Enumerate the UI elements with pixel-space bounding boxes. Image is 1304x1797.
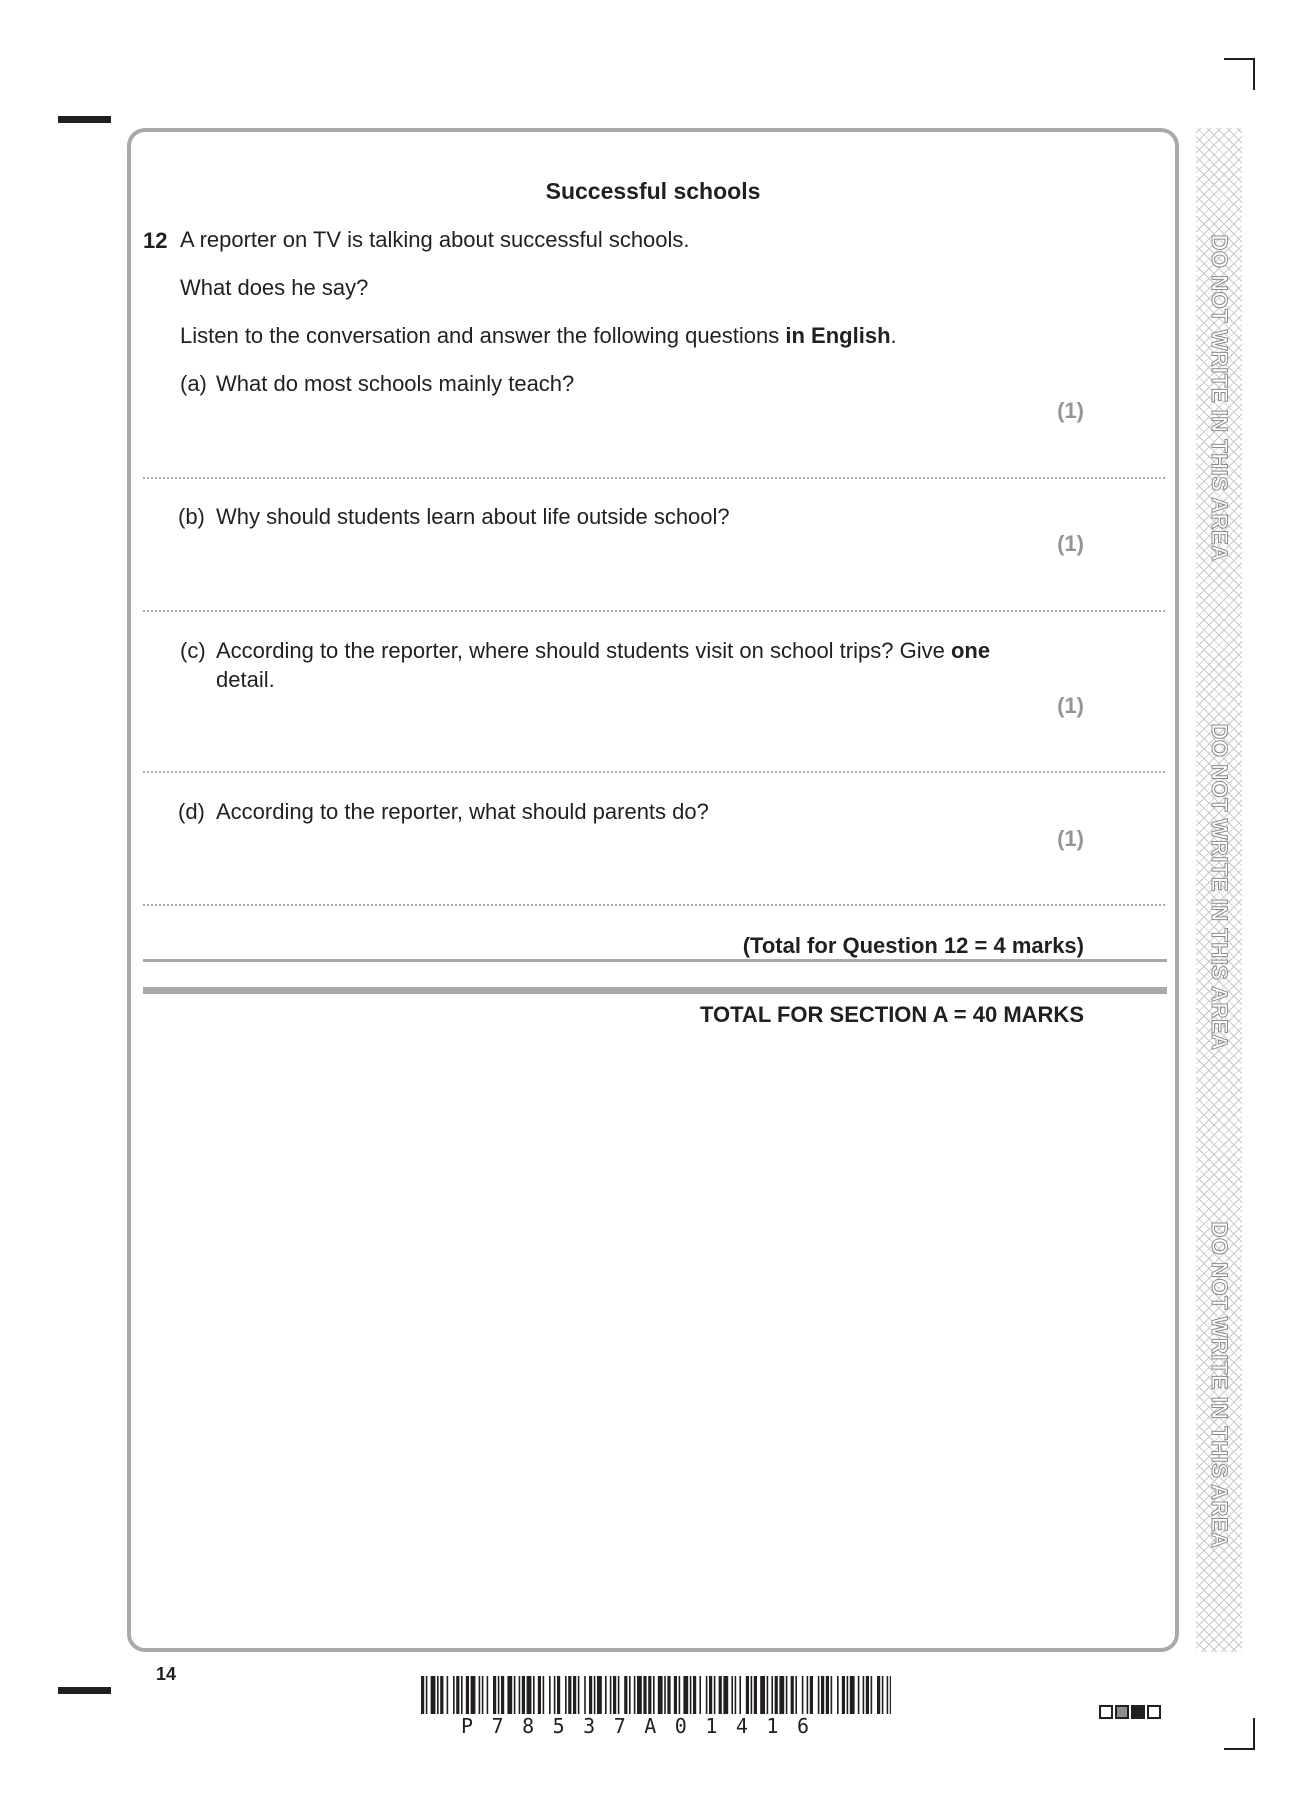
barcode-bar [605,1676,607,1714]
part-question: According to the reporter, where should students visit on school trips? Give one detail. [216,638,991,692]
question-total: (Total for Question 12 = 4 marks) [742,933,1084,958]
indicator-square [1099,1705,1113,1719]
barcode-bar [771,1676,773,1714]
divider [143,959,1167,962]
margin-warning: DO NOT WRITE IN THIS AREA [1207,234,1232,562]
question-instruction: Listen to the conversation and answer the following questions in English. [180,323,897,348]
barcode-bar [667,1676,670,1714]
barcode-bar [775,1676,778,1714]
barcode-bar [453,1676,455,1714]
barcode-bar [549,1676,551,1714]
barcode-bar [466,1676,469,1714]
barcode-bar [786,1676,788,1714]
part-marks: (1) [1057,398,1084,423]
barcode-bar [693,1676,696,1714]
barcode-bar [723,1676,728,1714]
section-title: Successful schools [545,178,761,204]
barcode-bar [618,1676,620,1714]
barcode-bar [821,1676,824,1714]
barcode-bar [887,1676,889,1714]
barcode-bar [767,1676,769,1714]
answer-line[interactable] [143,477,1165,479]
page-number: 14 [156,1664,177,1684]
barcode-bar [826,1676,829,1714]
registration-mark [58,1687,111,1694]
answer-line[interactable] [143,771,1165,773]
indicator-square [1115,1705,1129,1719]
barcode-bar [554,1676,556,1714]
barcode-bar [461,1676,463,1714]
question-prompt: What does he say? [180,275,369,300]
barcode-bar [810,1676,813,1714]
barcode-bar [739,1676,741,1714]
part-question: Why should students learn about life outside school? [216,504,730,529]
barcode [421,1676,891,1714]
barcode-bar [714,1676,716,1714]
barcode-bar [543,1676,545,1714]
barcode-bar [779,1676,784,1714]
barcode-bar [807,1676,809,1714]
margin-warning: DO NOT WRITE IN THIS AREA [1207,723,1232,1051]
barcode-bar [709,1676,712,1714]
page-indicator [1099,1705,1161,1719]
barcode-bar [471,1676,476,1714]
barcode-bar [890,1676,891,1714]
barcode-bar [538,1676,541,1714]
section-total: TOTAL FOR SECTION A = 40 MARKS [699,1002,1084,1027]
barcode-bar [493,1676,496,1714]
barcode-bar [421,1676,424,1714]
barcode-bar [658,1676,663,1714]
barcode-bar [690,1676,692,1714]
barcode-bar [683,1676,688,1714]
crop-mark [1224,1748,1255,1750]
indicator-square [1131,1705,1145,1719]
part-label: (c) [180,638,206,663]
answer-line[interactable] [143,904,1165,906]
barcode-bar [426,1676,428,1714]
part-label: (d) [178,799,205,824]
barcode-bar [482,1676,484,1714]
barcode-bar [871,1676,873,1714]
page-frame [127,128,1179,1652]
barcode-bar [507,1676,512,1714]
indicator-square [1147,1705,1161,1719]
barcode-bar [751,1676,753,1714]
barcode-bar [447,1676,449,1714]
barcode-bar [479,1676,481,1714]
barcode-bar [456,1676,459,1714]
crop-mark [1253,58,1255,90]
barcode-bar [533,1676,535,1714]
barcode-bar [648,1676,651,1714]
barcode-bar [699,1676,701,1714]
answer-line[interactable] [143,610,1165,612]
question-intro: A reporter on TV is talking about successful schools. [180,227,690,252]
barcode-bar [735,1676,737,1714]
barcode-bar [882,1676,884,1714]
barcode-bar [589,1676,592,1714]
barcode-bar [584,1676,586,1714]
barcode-bar [634,1676,636,1714]
barcode-bar [629,1676,631,1714]
part-label: (b) [178,504,205,529]
barcode-bar [760,1676,765,1714]
barcode-digits: P78537A01416 [461,1714,828,1738]
part-question: What do most schools mainly teach? [216,371,575,396]
barcode-bar [597,1676,602,1714]
barcode-bar [565,1676,567,1714]
barcode-bar [679,1676,681,1714]
barcode-bar [795,1676,797,1714]
barcode-bar [674,1676,677,1714]
barcode-bar [818,1676,820,1714]
barcode-bar [514,1676,516,1714]
barcode-bar [746,1676,749,1714]
barcode-bar [719,1676,722,1714]
divider [143,987,1167,994]
barcode-bar [610,1676,612,1714]
barcode-bar [568,1676,571,1714]
barcode-bar [842,1676,845,1714]
part-marks: (1) [1057,531,1084,556]
barcode-bar [437,1676,439,1714]
barcode-bar [858,1676,860,1714]
margin-warning: DO NOT WRITE IN THIS AREA [1207,1221,1232,1549]
barcode-bar [501,1676,504,1714]
barcode-bar [791,1676,794,1714]
part-marks: (1) [1057,693,1084,718]
barcode-bar [624,1676,627,1714]
barcode-bar [527,1676,532,1714]
crop-mark [1224,58,1255,60]
registration-mark [58,116,111,123]
barcode-bar [847,1676,849,1714]
barcode-bar [653,1676,655,1714]
barcode-bar [831,1676,833,1714]
barcode-bar [866,1676,869,1714]
barcode-bar [863,1676,865,1714]
barcode-bar [754,1676,757,1714]
part-question: According to the reporter, what should parents do? [216,799,709,824]
part-marks: (1) [1057,826,1084,851]
barcode-bar [519,1676,521,1714]
barcode-bar [487,1676,489,1714]
barcode-bar [594,1676,596,1714]
barcode-bar [431,1676,436,1714]
barcode-bar [578,1676,580,1714]
barcode-bar [557,1676,560,1714]
barcode-bar [613,1676,616,1714]
barcode-bar [522,1676,525,1714]
question-number: 12 [143,228,168,253]
barcode-bar [837,1676,839,1714]
barcode-bar [637,1676,642,1714]
part-label: (a) [180,371,207,396]
barcode-bar [802,1676,804,1714]
barcode-bar [643,1676,646,1714]
barcode-bar [877,1676,880,1714]
barcode-bar [498,1676,500,1714]
crop-mark [1253,1718,1255,1750]
barcode-bar [850,1676,855,1714]
barcode-bar [573,1676,576,1714]
barcode-bar [706,1676,708,1714]
barcode-bar [440,1676,443,1714]
barcode-bar [664,1676,666,1714]
barcode-bar [731,1676,733,1714]
